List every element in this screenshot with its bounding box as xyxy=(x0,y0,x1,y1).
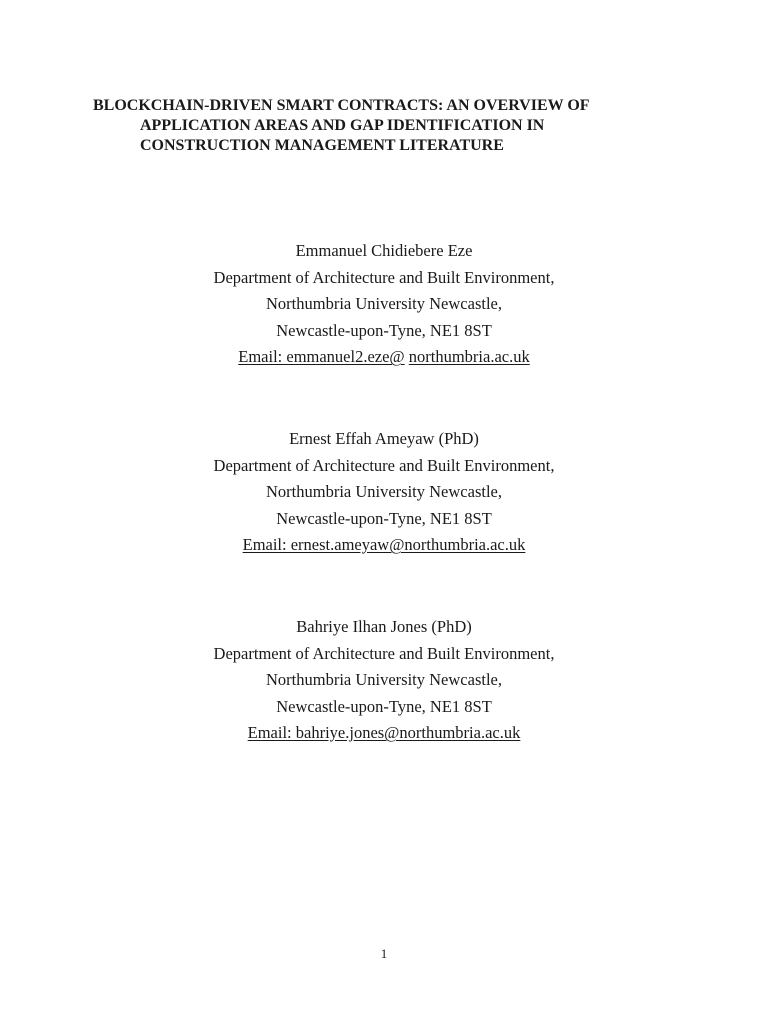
author-email-link[interactable]: Email: bahriye.jones@northumbria.ac.uk xyxy=(247,723,521,742)
author-department: Department of Architecture and Built Environment, xyxy=(213,455,555,475)
author-email-domain[interactable]: northumbria.ac.uk xyxy=(408,347,530,366)
author-email[interactable] xyxy=(0,720,768,747)
author-university: Northumbria University Newcastle, xyxy=(266,482,502,501)
author-name: Ernest Effah Ameyaw (PhD) xyxy=(289,429,479,448)
author-name: Bahriye Ilhan Jones (PhD) xyxy=(296,617,472,636)
author-university: Northumbria University Newcastle, xyxy=(266,294,502,313)
author-address: Newcastle-upon-Tyne, NE1 8ST xyxy=(276,508,492,528)
author-block-ameyaw xyxy=(0,426,768,559)
author-email-link[interactable]: Email: ernest.ameyaw@northumbria.ac.uk xyxy=(242,535,526,554)
author-name: Emmanuel Chidiebere Eze xyxy=(295,241,473,260)
author-address: Newcastle-upon-Tyne, NE1 8ST xyxy=(276,320,492,340)
author-email[interactable] xyxy=(0,344,768,371)
title-line: CONSTRUCTION MANAGEMENT LITERATURE xyxy=(140,137,504,154)
title-line: APPLICATION AREAS AND GAP IDENTIFICATION IN xyxy=(140,117,545,134)
author-department: Department of Architecture and Built Environment, xyxy=(213,643,555,663)
page-number: 1 xyxy=(380,946,388,961)
author-university: Northumbria University Newcastle, xyxy=(266,670,502,689)
author-email-user[interactable]: Email: emmanuel2.eze@ xyxy=(238,347,405,366)
author-block-eze xyxy=(0,238,768,371)
author-address: Newcastle-upon-Tyne, NE1 8ST xyxy=(276,696,492,716)
title-line: BLOCKCHAIN-DRIVEN SMART CONTRACTS: AN OVERVIEW OF xyxy=(93,97,590,114)
author-department: Department of Architecture and Built Environment, xyxy=(213,267,555,287)
paper-title xyxy=(93,96,713,156)
author-email[interactable] xyxy=(0,532,768,559)
author-block-jones xyxy=(0,614,768,747)
